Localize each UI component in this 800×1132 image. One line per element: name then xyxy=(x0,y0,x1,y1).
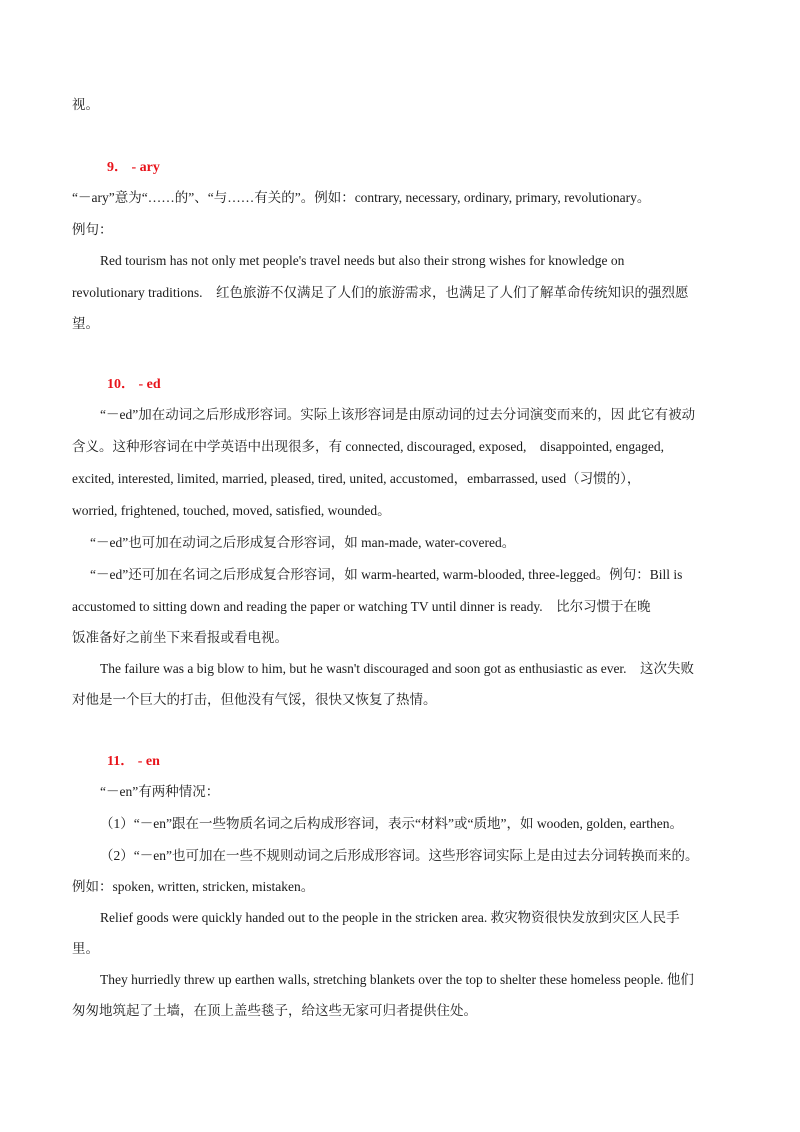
text-line: “－ed”还可加在名词之后形成复合形容词，如 warm-hearted, warm-blooded, three-legged。例句：Bill is xyxy=(90,567,683,582)
section-heading-ary: 9． - ary xyxy=(107,160,160,175)
text-line: 例句： xyxy=(72,222,113,237)
text-line: Relief goods were quickly handed out to the people in the stricken area. 救灾物资很快发放到灾区人民手 xyxy=(100,910,680,925)
section-heading-ed: 10． - ed xyxy=(107,377,161,392)
text-line: 匆匆地筑起了土墙，在顶上盖些毯子，给这些无家可归者提供住处。 xyxy=(72,1003,477,1018)
text-line: 望。 xyxy=(72,316,99,331)
text-line: 饭准备好之前坐下来看报或看电视。 xyxy=(72,630,288,645)
text-line: revolutionary traditions. 红色旅游不仅满足了人们的旅游需求，也满足了人们了解革命传统知识的强烈愿 xyxy=(72,285,689,300)
text-line: “－ary”意为“……的”、“与……有关的”。例如：contrary, necessary, ordinary, primary, revolutionary。 xyxy=(72,190,651,205)
text-line: “－ed”也可加在动词之后形成复合形容词，如 man-made, water-covered。 xyxy=(90,535,516,550)
text-line: 里。 xyxy=(72,941,99,956)
text-line: “－ed”加在动词之后形成形容词。实际上该形容词是由原动词的过去分词演变而来的，因 此它有被动 xyxy=(100,407,696,422)
text-line: “－en”有两种情况： xyxy=(100,784,220,799)
text-line: They hurriedly threw up earthen walls, stretching blankets over the top to shelter these homeless people. 他们 xyxy=(100,972,694,987)
text-line: 对他是一个巨大的打击，但他没有气馁，很快又恢复了热情。 xyxy=(72,692,437,707)
text-line: excited, interested, limited, married, pleased, tired, united, accustomed，embarrassed, used（习惯的）， xyxy=(72,471,641,486)
text-line: 含义。这种形容词在中学英语中出现很多，有 connected, discouraged, exposed, disappointed, engaged, xyxy=(72,439,665,454)
text-line: 例如：spoken, written, stricken, mistaken。 xyxy=(72,879,315,894)
section-heading-en: 11． - en xyxy=(107,754,160,769)
text-line: accustomed to sitting down and reading the paper or watching TV until dinner is ready. 比尔习惯于在晚 xyxy=(72,599,651,614)
text-line: Red tourism has not only met people's travel needs but also their strong wishes for knowledge on xyxy=(100,253,625,268)
text-line: 视。 xyxy=(72,97,99,112)
text-line: worried, frightened, touched, moved, satisfied, wounded。 xyxy=(72,503,391,518)
text-line: The failure was a big blow to him, but he wasn't discouraged and soon got as enthusiastic as ever. 这次失败 xyxy=(100,661,695,676)
text-line: （2）“－en”也可加在一些不规则动词之后形成形容词。这些形容词实际上是由过去分词转换而来的。 xyxy=(100,848,699,863)
text-line: （1）“－en”跟在一些物质名词之后构成形容词，表示“材料”或“质地”，如 wooden, golden, earthen。 xyxy=(100,816,684,831)
